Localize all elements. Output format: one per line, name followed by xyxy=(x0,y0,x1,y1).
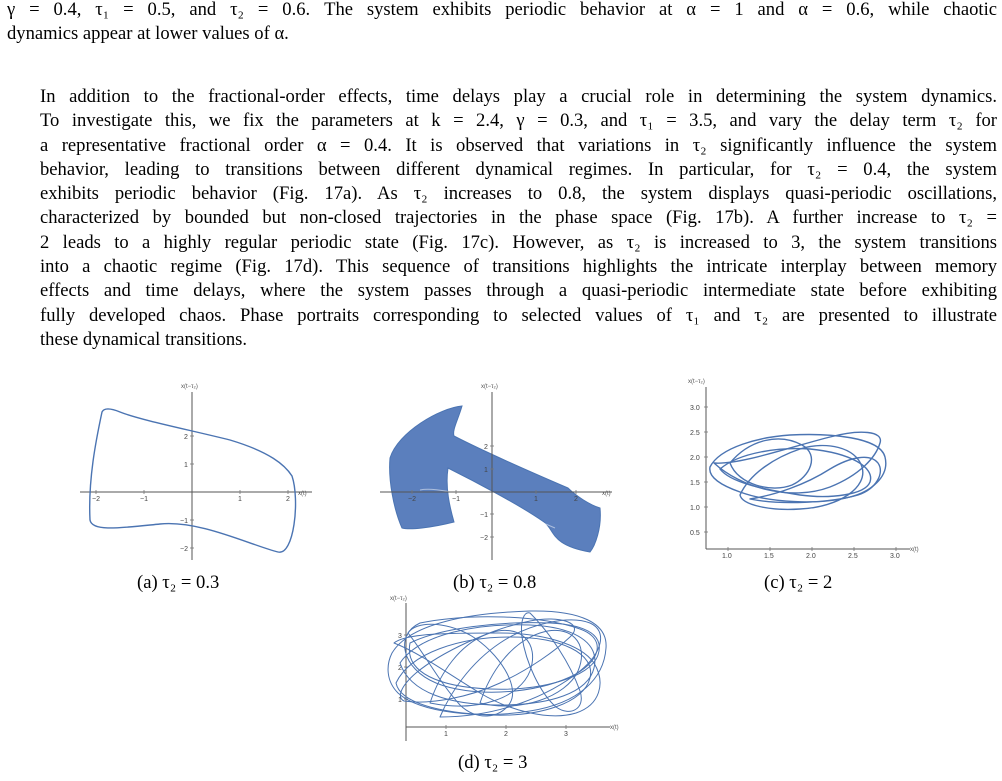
y-tick-label: 3 xyxy=(398,633,402,640)
phase-portrait-a xyxy=(80,380,320,565)
y-tick-label: 1 xyxy=(184,462,188,469)
y-tick-label: 2 xyxy=(484,444,488,451)
x-axis-label: x(t) xyxy=(298,491,307,497)
x-tick-label: 2.5 xyxy=(848,553,858,560)
figure-17b-caption: (b) τ₂ = 0.8 xyxy=(453,572,537,593)
y-tick-label: 1.0 xyxy=(690,505,700,512)
paragraph-2-line-2: To investigate this, we fix the parameters at k = 2.4, γ = 0.3, and τ₁ = 3.5, and vary the delay term τ₂ for xyxy=(40,110,997,132)
x-tick-label: 3.0 xyxy=(890,553,900,560)
y-axis-label: x(t−τ₂) xyxy=(390,596,407,602)
x-tick-label: 1 xyxy=(238,496,242,503)
figure-17c xyxy=(680,377,925,567)
paragraph-2-line-1: In addition to the fractional-order effects, time delays play a crucial role in determining the system dynamics. xyxy=(40,86,997,107)
paragraph-2-line-11: these dynamical transitions. xyxy=(40,328,248,350)
figure-17c-caption: (c) τ₂ = 2 xyxy=(764,572,833,593)
x-tick-label: 2 xyxy=(286,496,290,503)
x-tick-label: 3 xyxy=(564,731,568,738)
phase-portrait-c xyxy=(680,377,925,567)
y-tick-label: 2.0 xyxy=(690,455,700,462)
x-tick-label: 1 xyxy=(444,731,448,738)
paragraph-1-line-1: γ = 0.4, τ₁ = 0.5, and τ₂ = 0.6. The system exhibits periodic behavior at α = 1 and α = 0.6, while chaotic xyxy=(7,0,997,20)
x-tick-label: −1 xyxy=(140,496,148,503)
x-tick-label: −1 xyxy=(452,496,460,503)
x-tick-label: 1 xyxy=(534,496,538,503)
y-axis-label: x(t−τ₂) xyxy=(481,384,498,390)
y-tick-label: −1 xyxy=(180,518,188,525)
figure-17a xyxy=(80,380,320,565)
trajectory xyxy=(90,409,296,552)
figure-17b xyxy=(380,380,620,565)
x-axis-label: x(t) xyxy=(602,491,611,497)
x-axis-label: x(t) xyxy=(910,547,919,553)
y-axis-label: x(t−τ₂) xyxy=(181,384,198,390)
paragraph-2 xyxy=(7,85,997,352)
paragraph-2-line-4: behavior, leading to transitions between different dynamical regimes. In particular, for τ₂ = 0.4, the system xyxy=(40,158,997,180)
paragraph-2-line-10: fully developed chaos. Phase portraits corresponding to selected values of τ₁ and τ₂ are presented to illustrate xyxy=(40,304,997,326)
y-tick-label: 3.0 xyxy=(690,405,700,412)
y-tick-label: −1 xyxy=(480,512,488,519)
paragraph-2-line-9: effects and time delays, where the system passes through a quasi-periodic intermediate state before exhibiting xyxy=(40,280,997,302)
y-tick-label: 2.5 xyxy=(690,430,700,437)
figure-17a-caption: (a) τ₂ = 0.3 xyxy=(137,572,220,593)
y-axis-label: x(t−τ₂) xyxy=(688,379,705,385)
y-tick-label: −2 xyxy=(480,535,488,542)
trajectory xyxy=(710,432,886,509)
x-tick-label: 1.0 xyxy=(722,553,732,560)
paragraph-2-line-7: 2 leads to a highly regular periodic state (Fig. 17c). However, as τ₂ is increased to 3, the system transitions xyxy=(40,231,997,253)
x-axis-label: x(t) xyxy=(610,725,619,731)
phase-portrait-b xyxy=(380,380,620,565)
paragraph-2-line-5: exhibits periodic behavior (Fig. 17a). As τ₂ increases to 0.8, the system displays quasi-periodic oscillations, xyxy=(40,183,997,205)
x-tick-label: −2 xyxy=(408,496,416,503)
y-tick-label: 2 xyxy=(398,665,402,672)
y-tick-label: 1 xyxy=(398,697,402,704)
trajectory xyxy=(388,611,606,717)
x-tick-label: 2 xyxy=(574,496,578,503)
y-tick-label: −2 xyxy=(180,546,188,553)
paragraph-2-line-3: a representative fractional order α = 0.4. It is observed that variations in τ₂ significantly influence the system xyxy=(40,134,997,156)
paragraph-2-line-6: characterized by bounded but non-closed trajectories in the phase space (Fig. 17b). A further increase to τ₂ = xyxy=(40,207,997,229)
paragraph-1 xyxy=(7,0,997,47)
y-tick-label: 1 xyxy=(484,467,488,474)
y-tick-label: 2 xyxy=(184,434,188,441)
trajectory-band xyxy=(390,406,601,552)
x-tick-label: 1.5 xyxy=(764,553,774,560)
x-tick-label: 2.0 xyxy=(806,553,816,560)
y-tick-label: 1.5 xyxy=(690,480,700,487)
phase-portrait-d xyxy=(380,593,620,743)
figure-17d-caption: (d) τ₂ = 3 xyxy=(458,752,528,773)
x-tick-label: −2 xyxy=(92,496,100,503)
y-tick-label: 0.5 xyxy=(690,530,700,537)
paragraph-1-line-2: dynamics appear at lower values of α. xyxy=(7,23,289,45)
figure-17d xyxy=(380,593,620,743)
x-tick-label: 2 xyxy=(504,731,508,738)
paragraph-2-line-8: into a chaotic regime (Fig. 17d). This sequence of transitions highlights the intricate interplay between memory xyxy=(40,256,997,278)
